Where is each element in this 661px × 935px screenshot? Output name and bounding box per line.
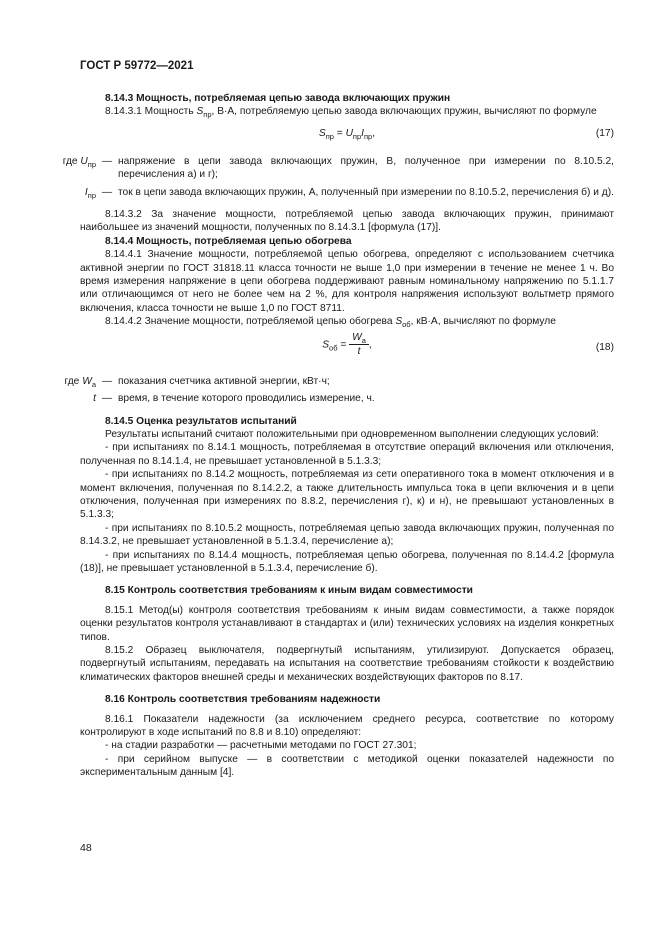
paragraph-8-14-4-1: 8.14.4.1 Значение мощности, потребляемой цепью обогрева, определяют с использованием счетчика активной энергии по ГОСТ 31818.11 класса точности не выше 1,0 при измерении в течение не менее 1 ч. Во время измерения напряжение в цепи обогрева поддерживают равным номинальному напряжению по 5.1.1.7 или отличающимся от него не более чем на 2 %, для контроля напряжения используют вольтметр прямого включения, класса точности не выше 1,0 по ГОСТ 8711. (80, 249, 614, 314)
standard-code: ГОСТ Р 59772—2021 (80, 60, 194, 72)
heading-8-14-3: 8.14.3 Мощность, потребляемая цепью завода включающих пружин (105, 93, 451, 104)
list-item: - при испытаниях по 8.14.1 мощность, потребляемая в отсутствие операций включения или отключения, полученная по 8.14.1.4, не превышает установленной в 5.1.3.3; (80, 442, 614, 467)
where-item: $I_{пр}$ — ток в цепи завода включающих пружин, А, полученный при измерении по 8.10.5.2, перечисления б) и д). (84, 186, 614, 200)
heading-8-15: 8.15 Контроль соответствия требованиям к иным видам совместимости (105, 585, 473, 597)
list-item: - при испытаниях по 8.14.4 мощность, потребляемая цепью обогрева, полученная по 8.14.4.2 [формула (18)], не превышает установленной в 5.1.3.4, перечисление б). (80, 549, 614, 574)
where-item: где $W_a$ — показания счетчика активной энергии, кВт·ч; (64, 375, 330, 389)
paragraph-8-14-3-1: 8.14.3.1 Мощность $S_{пр}$, В·А, потребляемую цепью завода включающих пружин, вычисляют по формуле (105, 106, 597, 120)
formula-18-expression: $S_{об}$ = $\frac{W_a}{t}$ , (322, 331, 372, 358)
list-item: - при испытаниях по 8.14.2 мощность, потребляемая из сети оперативного тока в момент отключения и в момент включения, полученная по 8.14.2.2, а также длительность импульса тока в цепи включения и в цепи отключения, полученная при измерениях по 8.8.2, перечисления г), к) и н), не превышают установленных в 5.1.3.3; (80, 469, 614, 521)
paragraph-8-14-5-intro: Результаты испытаний считают положительными при одновременном выполнении следующих условий: (105, 428, 599, 440)
paragraph-8-15-1: 8.15.1 Метод(ы) контроля соответствия требованиям к иным видам совместимости, а также порядок оценки результатов контроля устанавливают в стандартах и (или) технических условиях на изделия конкретных типов. (80, 604, 614, 643)
heading-8-16: 8.16 Контроль соответствия требованиям надежности (105, 694, 381, 706)
paragraph-8-16-1: 8.16.1 Показатели надежности (за исключением среднего ресурса, соответствие по которому контролируют в ходе испытаний по 8.8 и 8.10) определяют: (80, 713, 614, 739)
list-item: - на стадии разработки — расчетными методами по ГОСТ 27.301; (105, 740, 417, 752)
heading-8-14-5: 8.14.5 Оценка результатов испытаний (105, 415, 297, 427)
list-item: - при серийном выпуске — в соответствии с методикой оценки показателей надежности по экспериментальным данным [4]. (80, 753, 614, 779)
document-body (62, 92, 614, 780)
formula-18-number: (18) (595, 341, 614, 353)
paragraph-8-14-3-2: 8.14.3.2 За значение мощности, потребляемой цепью завода включающих пружин, принимают наибольшее из значений мощности, полученных по 8.14.3.1 [формула (17)]. (80, 209, 614, 234)
paragraph-8-15-2: 8.15.2 Образец выключателя, подвергнутый испытаниям, утилизируют. Допускается образец, подвергнутый испытаниям, передавать на испытания на соответствие требованиям стойкости к воздействию климатических факторов внешней среды и механических воздействующих факторов по 8.17. (80, 645, 614, 683)
formula-18-fraction: $\frac{W_a}{t}$ (349, 331, 369, 359)
where-item: t — время, в течение которого проводились измерение, ч. (93, 393, 375, 405)
formula-17-number: (17) (595, 127, 614, 139)
paragraph-8-14-4-2: 8.14.4.2 Значение мощности, потребляемой цепью обогрева $S_{об}$, кВ·А, вычисляют по формуле (105, 316, 556, 330)
list-item: - при испытаниях по 8.10.5.2 мощность, потребляемая цепью завода включающих пружин, полученная по 8.14.3.2, не превышает установленной в 5.1.3.4, перечисление а); (80, 522, 614, 548)
page-number: 48 (80, 842, 92, 854)
formula-18 (80, 329, 614, 369)
where-item: где $U_{пр}$ — напряжение в цепи завода включающих пружин, В, полученное при измерении по 8.10.5.2, перечисления а) и г); (62, 155, 614, 181)
heading-8-14-4: 8.14.4 Мощность, потребляемая цепью обогрева (105, 235, 352, 247)
formula-17 (80, 119, 614, 149)
formula-17-expression: $S_{пр} = U_{пр}I_{пр}$, (318, 127, 376, 141)
